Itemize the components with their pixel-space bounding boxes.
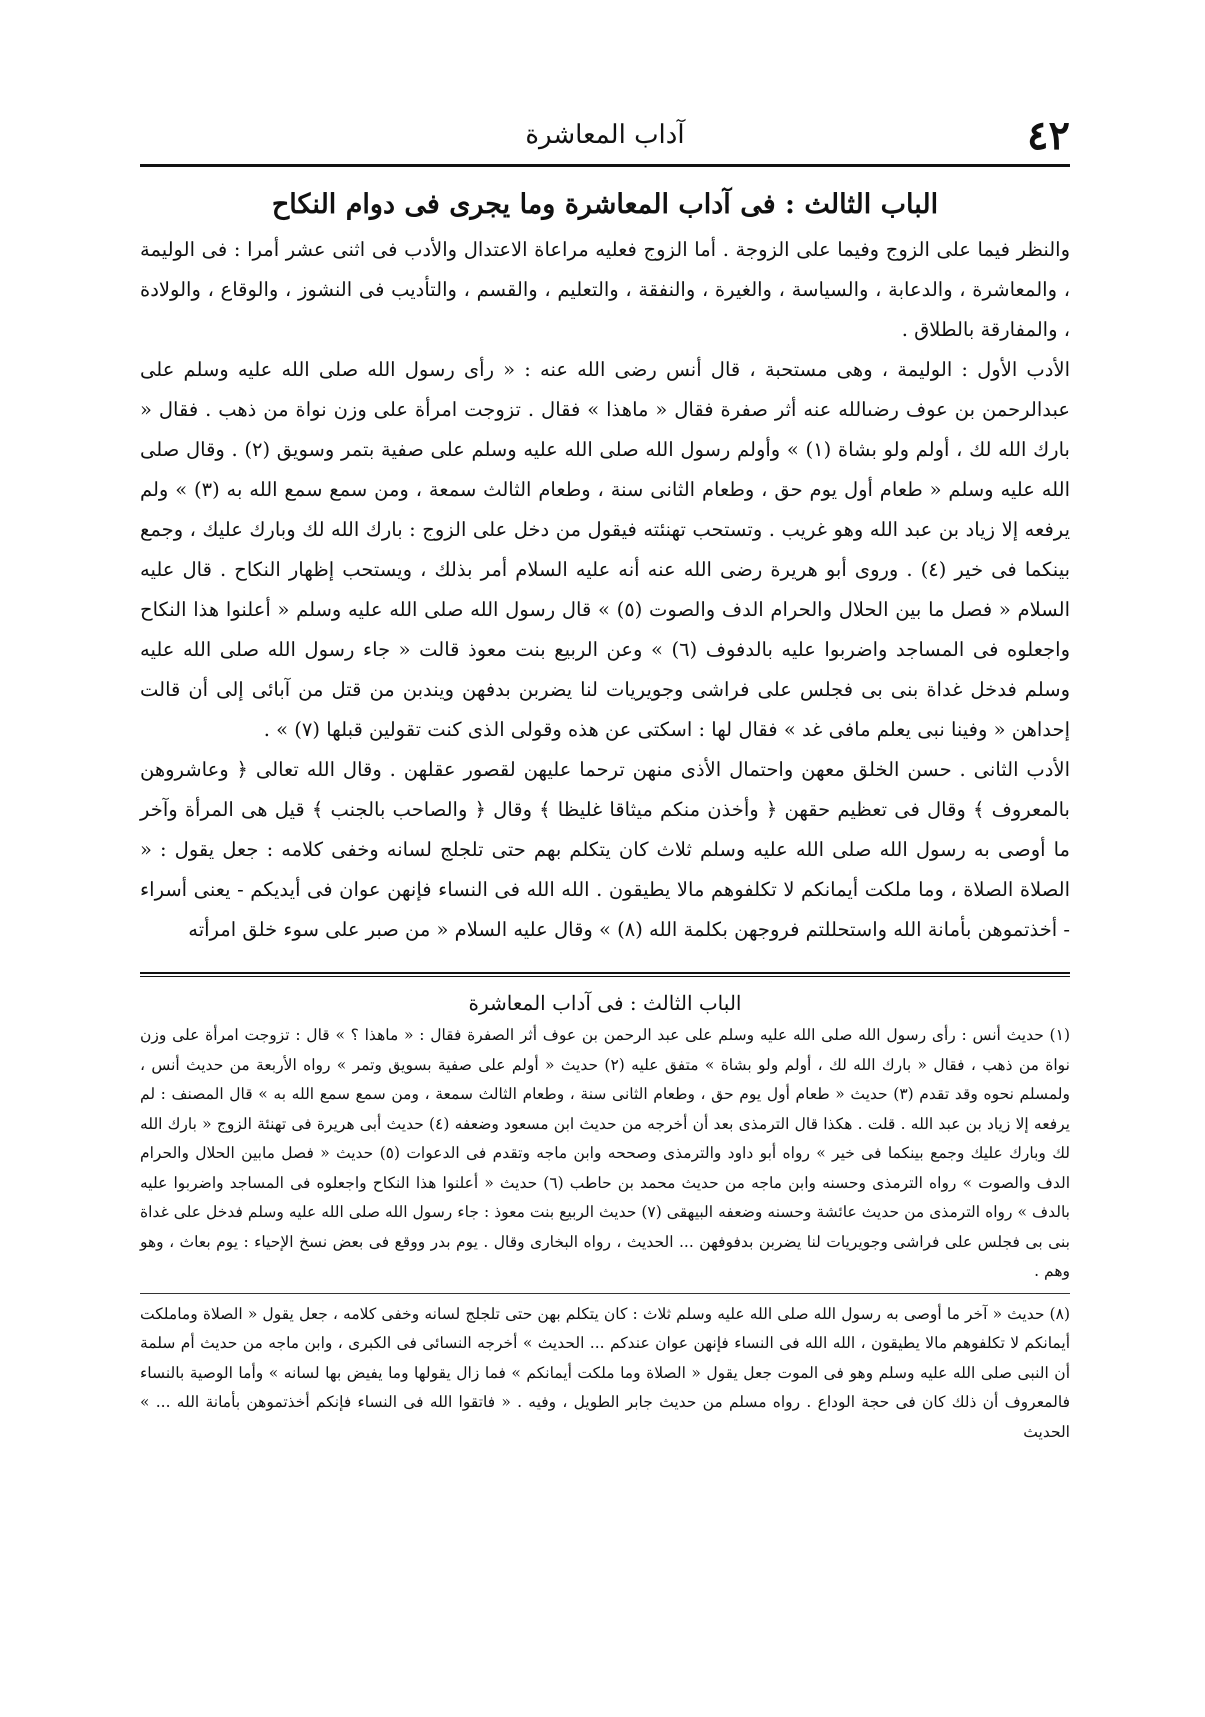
- chapter-title: الباب الثالث : فى آداب المعاشرة وما يجرى فى دوام النكاح: [271, 189, 939, 220]
- footnote-block-1: (١) حديث أنس : رأى رسول الله صلى الله عليه وسلم على عبد الرحمن بن عوف أثر الصفرة فقال : « ماهذا ؟ » قال : تزوجت امرأة على وزن نواة من ذهب ، فقال « بارك الله لك ، أولم ولو بشاة » متفق عليه (٢) حديث « أولم على صفية بسويق وتمر » رواه الأربعة من حديث أنس ، ولمسلم نحوه وقد تقدم (٣) حديث « طعام أول يوم حق ، وطعام الثانى سنة ، وطعام الثالث سمعة ، ومن سمع سمع الله به » قال المصنف : لم يرفعه إلا زياد بن عبد الله . قلت . هكذا قال الترمذى بعد أن أخرجه من حديث ابن مسعود وضعفه (٤) حديث أبى هريرة فى تهنئة الزوج « بارك الله لك وبارك عليك وجمع بينكما فى خير » رواه أبو داود والترمذى وصححه وابن ماجه وتقدم فى الدعوات (٥) حديث « فصل مابين الحلال والحرام الدف والصوت » رواه الترمذى وحسنه وابن ماجه من حديث محمد بن حاطب (٦) حديث « أعلنوا هذا النكاح واجعلوه فى المساجد واضربوا عليه بالدف » رواه الترمذى من حديث عائشة وحسنه وضعفه البيهقى (٧) حديث الربيع بنت معوذ : جاء رسول الله صلى الله عليه وسلم فدخل على غداة بنى بى فجلس على فراشى وجويريات لنا يضربن بدفوفهن ... الحديث ، رواه البخارى وقال . يوم بدر ووقع فى بعض نسخ الإحياء : يوم بعاث ، وهو وهم .: [140, 1026, 1070, 1280]
- page-number: ٤٢: [1027, 112, 1070, 159]
- adab-1-paragraph: الأدب الأول : الوليمة ، وهى مستحبة ، قال أنس رضى الله عنه : « رأى رسول الله صلى الله عليه وسلم على عبدالرحمن بن عوف رضىالله عنه أثر صفرة فقال « ماهذا » فقال . تزوجت امرأة على وزن نواة من ذهب . فقال « بارك الله لك ، أولم ولو بشاة (١) » وأولم رسول الله صلى الله عليه وسلم على صفية بتمر وسويق (٢) . وقال صلى الله عليه وسلم « طعام أول يوم حق ، وطعام الثانى سنة ، وطعام الثالث سمعة ، ومن سمع سمع الله به (٣) » ولم يرفعه إلا زياد بن عبد الله وهو غريب . وتستحب تهنئته فيقول من دخل على الزوج : بارك الله لك وبارك عليك ، وجمع بينكما فى خير (٤) . وروى أبو هريرة رضى الله عنه أنه عليه السلام أمر بذلك ، ويستحب إظهار النكاح . قال عليه السلام « فصل ما بين الحلال والحرام الدف والصوت (٥) » قال رسول الله صلى الله عليه وسلم « أعلنوا هذا النكاح واجعلوه فى المساجد واضربوا عليه بالدفوف (٦) » وعن الربيع بنت معوذ قالت « جاء رسول الله صلى الله عليه وسلم فدخل غداة بنى بى فجلس على فراشى وجويريات لنا يضربن بدفهن ويندبن من قتل من آبائى إلى أن قالت إحداهن « وفينا نبى يعلم مافى غد » فقال لها : اسكتى عن هذه وقولى الذى كنت تقولين قبلها (٧) » .: [140, 358, 1071, 741]
- intro-paragraph: والنظر فيما على الزوج وفيما على الزوجة . أما الزوج فعليه مراعاة الاعتدال والأدب فى اثنى عشر أمرا : فى الوليمة ، والمعاشرة ، والدعابة ، والسياسة ، والغيرة ، والنفقة ، والتعليم ، والقسم ، والتأديب فى النشوز ، والوقاع ، والولادة ، والمفارقة بالطلاق .: [140, 238, 1070, 341]
- footnote-rule: [140, 972, 1070, 977]
- footnote-block-2: (٨) حديث « آخر ما أوصى به رسول الله صلى الله عليه وسلم ثلاث : كان يتكلم بهن حتى تلجلج لسانه وخفى كلامه ، جعل يقول « الصلاة وماملكت أيمانكم لا تكلفوهم مالا يطيقون ، الله الله فى النساء فإنهن عوان عندكم ... الحديث » أخرجه النسائى فى الكبرى ، وابن ماجه من حديث أم سلمة أن النبى صلى الله عليه وسلم وهو فى الموت جعل يقول « الصلاة وما ملكت أيمانكم » فما زال يقولها وما يفيض بها لسانه » وأما الوصية بالنساء فالمعروف أن ذلك كان فى حجة الوداع . رواه مسلم من حديث جابر الطويل ، وفيه . « فاتقوا الله فى النساء فإنكم أخذتموهن بأمانة الله ... » الحديث: [140, 1304, 1070, 1441]
- header-rule: [140, 164, 1070, 167]
- footnote-separator: [140, 1293, 1070, 1294]
- page-header: [140, 110, 1070, 162]
- page: [140, 110, 1070, 1670]
- running-title: آداب المعاشرة: [525, 120, 685, 150]
- footnote-heading: الباب الثالث : فى آداب المعاشرة: [468, 991, 742, 1015]
- footnotes: [140, 991, 1070, 1447]
- footnote-rule-inner: [140, 976, 1070, 977]
- main-text: [140, 230, 1070, 950]
- adab-2-paragraph: الأدب الثانى . حسن الخلق معهن واحتمال الأذى منهن ترحما عليهن لقصور عقلهن . وقال الله تعالى ﴿ وعاشروهن بالمعروف ﴾ وقال فى تعظيم حقهن ﴿ وأخذن منكم ميثاقا غليظا ﴾ وقال ﴿ والصاحب بالجنب ﴾ قيل هى المرأة وآخر ما أوصى به رسول الله صلى الله عليه وسلم ثلاث كان يتكلم بهم حتى تلجلج لسانه وخفى كلامه : جعل يقول : « الصلاة الصلاة ، وما ملكت أيمانكم لا تكلفوهم مالا يطيقون . الله الله فى النساء فإنهن عوان فى أيديكم - يعنى أسراء - أخذتموهن بأمانة الله واستحللتم فروجهن بكلمة الله (٨) » وقال عليه السلام « من صبر على سوء خلق امرأته: [140, 758, 1070, 941]
